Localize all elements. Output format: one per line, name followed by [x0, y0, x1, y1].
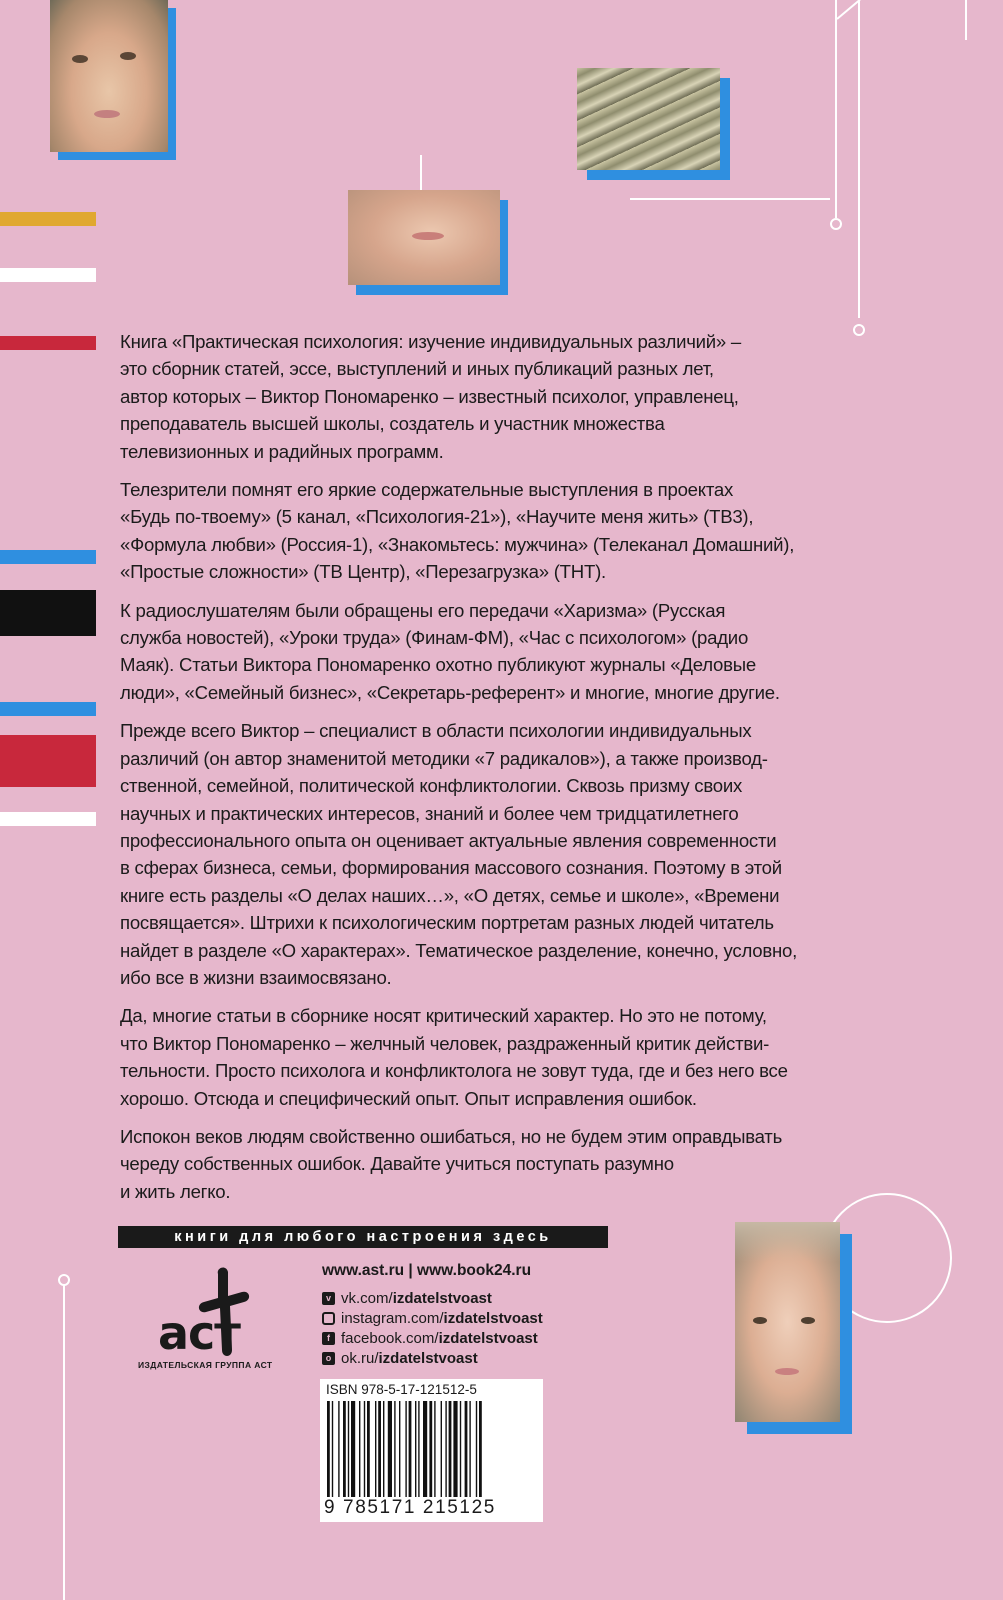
- vk-icon: v: [322, 1292, 335, 1305]
- social-link-facebook[interactable]: f facebook.com/ izdatelstvoast: [322, 1328, 543, 1348]
- stripe-white: [0, 812, 96, 826]
- barcode-bar: [434, 1401, 435, 1497]
- circuit-line: [965, 0, 967, 40]
- barcode-bar: [429, 1401, 432, 1497]
- annotation-paragraph: Испокон веков людям свойственно ошибаться, но не будем этим оправдывать череду собственных ошибок. Давайте учиться поступать разумно и жить легко.: [120, 1125, 783, 1202]
- circuit-node: [58, 1274, 70, 1286]
- publisher-subtitle: ИЗДАТЕЛЬСКАЯ ГРУППА АСТ: [138, 1360, 273, 1370]
- book-annotation: [120, 328, 860, 1216]
- isbn-barcode: [320, 1379, 543, 1522]
- barcode-bar: [441, 1401, 442, 1497]
- barcode-bar: [465, 1401, 468, 1497]
- barcode-bar: [469, 1401, 470, 1497]
- annotation-paragraph: К радиослушателям были обращены его передачи «Харизма» (Русская служба новостей), «Уроки труда» (Финам-ФМ), «Час с психологом» (радио Маяк). Статьи Виктора Пономаренко охотно публикуют журналы «Деловые люди», «Семейный бизнес», «Секретарь-референт» и многие, многие другие.: [120, 599, 780, 703]
- instagram-icon: [322, 1312, 335, 1325]
- barcode-bar: [423, 1401, 427, 1497]
- circuit-line: [63, 1285, 65, 1600]
- barcode-bar: [388, 1401, 392, 1497]
- barcode-bar: [338, 1401, 339, 1497]
- stripe-yellow: [0, 212, 96, 226]
- barcode-bar: [351, 1401, 355, 1497]
- logo-wordmark: аст: [158, 1306, 240, 1360]
- barcode-bar: [453, 1401, 457, 1497]
- barcode-digits: 9 785171 215125: [324, 1497, 496, 1518]
- stripe-blue: [0, 702, 96, 716]
- barcode-bar: [479, 1401, 482, 1497]
- barcode-bars: [325, 1401, 538, 1497]
- barcode-bar: [445, 1401, 446, 1497]
- circuit-line: [420, 155, 422, 195]
- stripe-blue: [0, 550, 96, 564]
- stripe-red: [0, 336, 96, 350]
- portrait-woman-bottom-right: [735, 1222, 840, 1422]
- annotation-paragraph: Книга «Практическая психология: изучение индивидуальных различий» – это сборник статей, эссе, выступлений и иных публикаций разных лет, автор которых – Виктор Пономаренко – известный психолог, управленец, преподаватель высшей школы, создатель и участник множества телевизионных и радийных программ.: [120, 331, 742, 462]
- stripe-red-wide: [0, 735, 96, 787]
- barcode-bar: [343, 1401, 346, 1497]
- barcode-bar: [418, 1401, 419, 1497]
- barcode-bar: [359, 1401, 360, 1497]
- circuit-line: [630, 198, 830, 200]
- barcode-bar: [375, 1401, 376, 1497]
- social-link-odnoklassniki[interactable]: o ok.ru/ izdatelstvoast: [322, 1348, 543, 1368]
- barcode-bar: [348, 1401, 349, 1497]
- circuit-line: [858, 0, 860, 318]
- barcode-bar: [383, 1401, 384, 1497]
- publisher-logo: [130, 1262, 300, 1382]
- annotation-paragraph: Телезрители помнят его яркие содержательные выступления в проектах «Будь по-твоему» (5 канал, «Психология-21»), «Научите меня жить» (ТВ3), «Формула любви» (Россия-1), «Знакомьтесь: мужчина» (Телеканал Домашний), «Простые сложности» (ТВ Центр), «Перезагрузка» (ТНТ).: [120, 479, 795, 583]
- website-links[interactable]: www.ast.ru | www.book24.ru: [322, 1262, 532, 1279]
- isbn-label: ISBN 978-5-17-121512-5: [326, 1382, 477, 1397]
- barcode-bar: [399, 1401, 400, 1497]
- barcode-bar: [378, 1401, 381, 1497]
- portrait-woman-top-left: [50, 0, 168, 152]
- facebook-icon: f: [322, 1332, 335, 1345]
- barcode-bar: [405, 1401, 406, 1497]
- social-link-instagram[interactable]: instagram.com/ izdatelstvoast: [322, 1308, 543, 1328]
- stripe-black: [0, 590, 96, 636]
- barcode-bar: [415, 1401, 416, 1497]
- barcode-bar: [476, 1401, 477, 1497]
- tagline-bar: книги для любого настроения здесь: [118, 1226, 608, 1248]
- annotation-paragraph: Да, многие статьи в сборнике носят критический характер. Но это не потому, что Виктор Пономаренко – желчный человек, раздраженный критик действи- тельности. Просто психолога и конфликтолога не зовут туда, где и без него все хорошо. Отсюда и специфический опыт. Опыт исправления ошибок.: [120, 1005, 788, 1109]
- portrait-face-middle: [348, 190, 500, 285]
- barcode-bar: [460, 1401, 461, 1497]
- barcode-bar: [394, 1401, 395, 1497]
- publisher-contacts: [322, 1262, 543, 1368]
- barcode-bar: [332, 1401, 333, 1497]
- stripe-white: [0, 268, 96, 282]
- odnoklassniki-icon: o: [322, 1352, 335, 1365]
- portrait-fabric-top-right: [577, 68, 720, 170]
- barcode-bar: [364, 1401, 365, 1497]
- circuit-node: [830, 218, 842, 230]
- barcode-bar: [449, 1401, 452, 1497]
- social-link-vk[interactable]: v vk.com/ izdatelstvoast: [322, 1288, 543, 1308]
- circuit-line: [836, 0, 860, 20]
- barcode-bar: [327, 1401, 330, 1497]
- annotation-paragraph: Прежде всего Виктор – специалист в области психологии индивидуальных различий (он автор знаменитой методики «7 радикалов»), а также производ- ственной, семейной, политической конфликтологии. Сквозь призму своих научных и практических интересов, знаний и более чем тридцатилетнего профессионального опыта он оценивает актуальные явления современности в сферах бизнеса, семьи, формирования массового сознания. Поэтому в этой книге есть разделы «О делах наших…», «О детях, семье и школе», «Времени посвящается». Штрихи к психологическим портретам разных людей читатель найдет в разделе «О характерах». Тематическое разделение, конечно, условно, ибо все в жизни взаимосвязано.: [120, 720, 797, 988]
- barcode-bar: [367, 1401, 370, 1497]
- circuit-line: [835, 0, 837, 218]
- barcode-bar: [409, 1401, 412, 1497]
